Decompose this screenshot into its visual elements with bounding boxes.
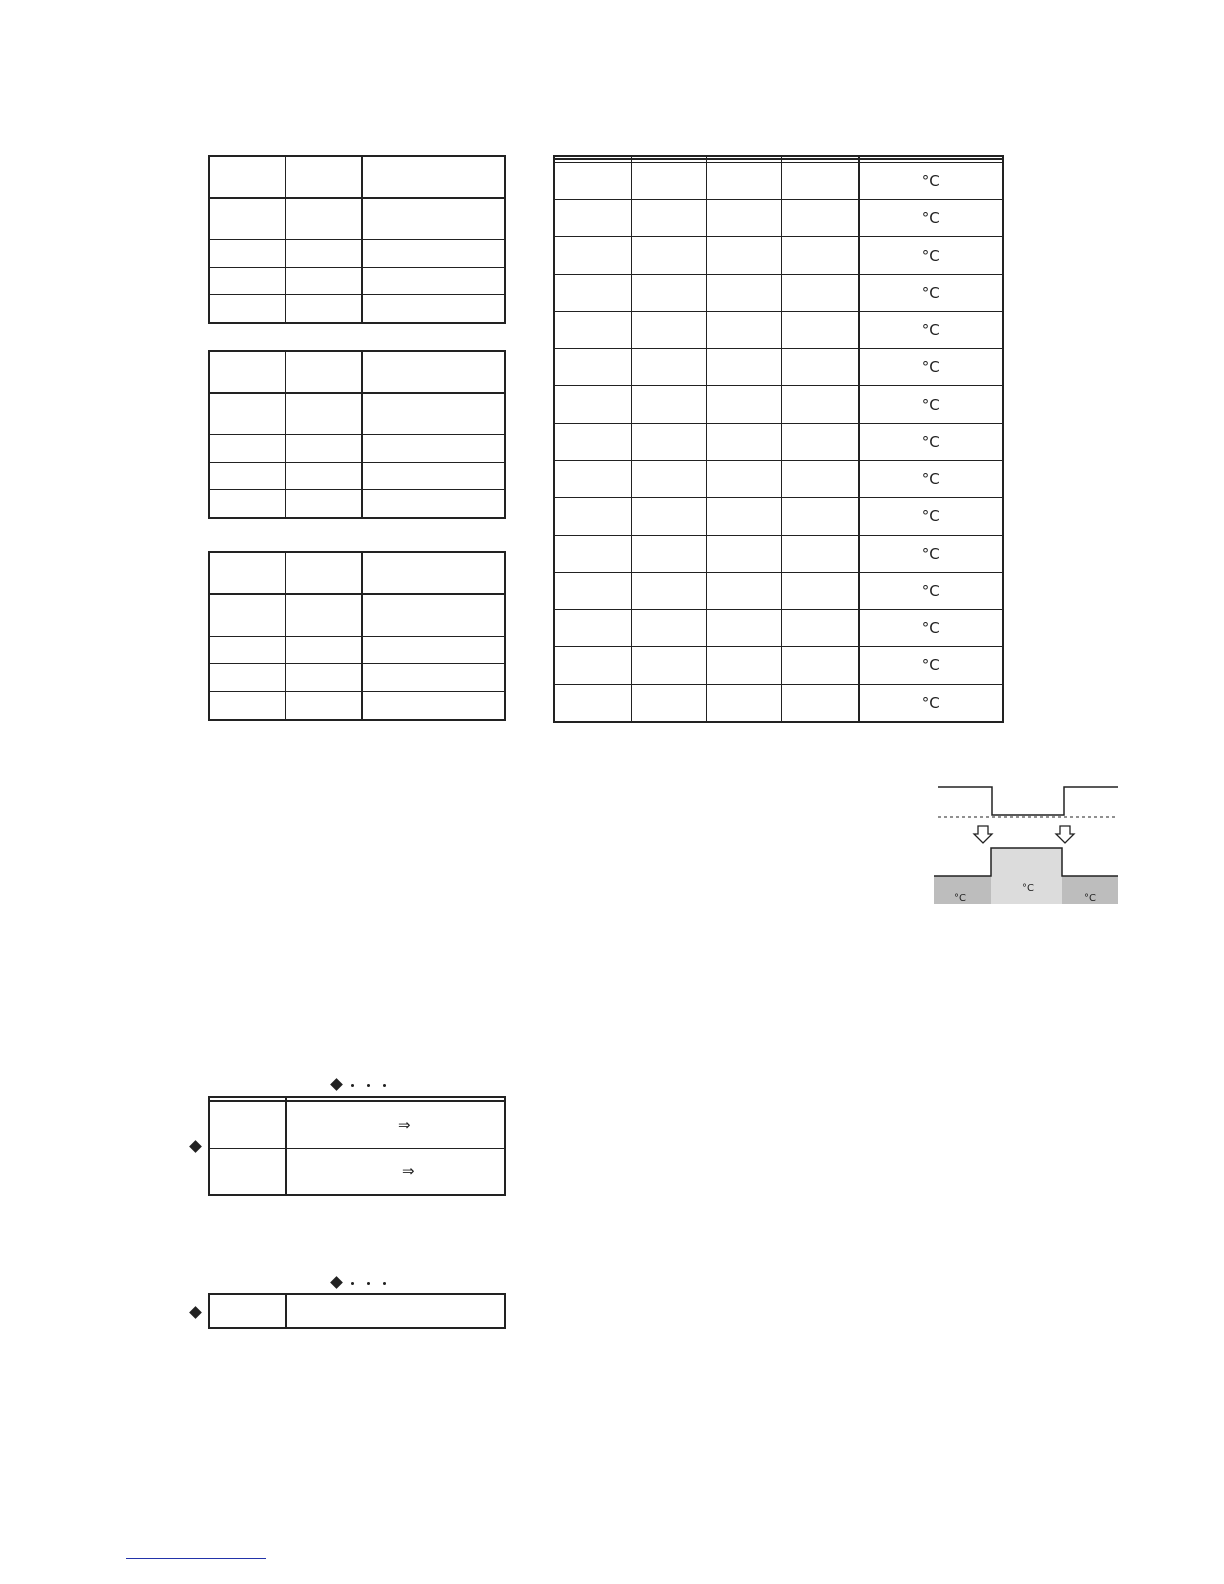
table-cell [632,423,707,460]
arrow-cell: ⇒ [286,1148,505,1194]
unit-cell: °C [859,162,1003,199]
table-cell [782,274,859,311]
table-row [555,498,1003,535]
zone-left-label: °C [954,893,966,904]
temperature-zone-diagram [930,780,1120,906]
table-cell [555,274,632,311]
table-cell [782,311,859,348]
unit-cell: °C [859,274,1003,311]
table-cell [632,572,707,609]
table-cell [555,386,632,423]
unit-cell: °C [859,237,1003,274]
table-row [555,311,1003,348]
table-cell [632,311,707,348]
table-cell [632,349,707,386]
left-table-1 [209,156,505,323]
table-row [555,535,1003,572]
table-cell [555,349,632,386]
down-arrow-icon [974,826,992,843]
table-cell [782,572,859,609]
left-table-2 [209,351,505,518]
table-cell [782,200,859,237]
table-cell [555,498,632,535]
table-cell [632,610,707,647]
table-cell [707,610,782,647]
table-cell [555,311,632,348]
right-table [554,156,1003,722]
row-marker-diamond-icon [189,1306,202,1319]
unit-cell: °C [859,311,1003,348]
left-table-3 [209,552,505,720]
table-cell [782,423,859,460]
unit-cell: °C [859,423,1003,460]
table-cell [632,461,707,498]
table-cell [632,386,707,423]
table-row [555,684,1003,721]
row-marker-diamond-icon [189,1140,202,1153]
unit-cell: °C [859,572,1003,609]
table-cell [782,461,859,498]
table-cell [632,535,707,572]
table-cell [632,684,707,721]
unit-cell: °C [859,684,1003,721]
table-row [555,237,1003,274]
table-cell [555,200,632,237]
table-cell [707,311,782,348]
table-cell [555,647,632,684]
diamond-icon [330,1276,343,1289]
table-cell [707,237,782,274]
table-row [555,274,1003,311]
table-row [555,461,1003,498]
table-cell [707,572,782,609]
table-cell [632,200,707,237]
table-cell [707,684,782,721]
unit-cell: °C [859,461,1003,498]
table-cell [555,610,632,647]
unit-cell: °C [859,647,1003,684]
table-cell [782,349,859,386]
single-row-table [209,1294,505,1328]
unit-cell: °C [859,610,1003,647]
table-cell [707,200,782,237]
arrow-cell: ⇒ [286,1101,505,1148]
arrow-table [209,1097,505,1195]
table-row [555,647,1003,684]
table-cell [782,535,859,572]
table-row [555,610,1003,647]
table-cell [555,162,632,199]
table-cell [555,535,632,572]
table-cell [782,610,859,647]
table-row [555,386,1003,423]
table-cell [707,498,782,535]
table-cell [555,461,632,498]
table-cell [632,274,707,311]
down-arrow-icon [1056,826,1074,843]
table-row [555,423,1003,460]
unit-cell: °C [859,349,1003,386]
table-cell [632,498,707,535]
table-cell [707,647,782,684]
unit-cell: °C [859,386,1003,423]
table-cell [555,237,632,274]
table-cell [707,386,782,423]
unit-cell: °C [859,498,1003,535]
table-row [555,200,1003,237]
table-cell [632,647,707,684]
table-row [555,572,1003,609]
table-row [555,162,1003,199]
table-cell [707,423,782,460]
table-cell [707,349,782,386]
diamond-icon [330,1078,343,1091]
table-cell [707,274,782,311]
table-cell [782,498,859,535]
unit-cell: °C [859,200,1003,237]
unit-cell: °C [859,535,1003,572]
table-cell [782,386,859,423]
table-cell [707,461,782,498]
table-cell [782,647,859,684]
table-cell [632,237,707,274]
zone-mid [991,848,1062,904]
footer-link-underline [126,1558,266,1559]
table-cell [555,423,632,460]
zone-right-label: °C [1084,893,1096,904]
signal-line [938,787,1118,815]
zone-mid-label: °C [1022,883,1034,894]
table-cell [707,535,782,572]
table-cell [632,162,707,199]
table-cell [555,572,632,609]
table-cell [707,162,782,199]
table-cell [782,684,859,721]
table-cell [555,684,632,721]
table-row [555,349,1003,386]
table-cell [782,162,859,199]
table-cell [782,237,859,274]
